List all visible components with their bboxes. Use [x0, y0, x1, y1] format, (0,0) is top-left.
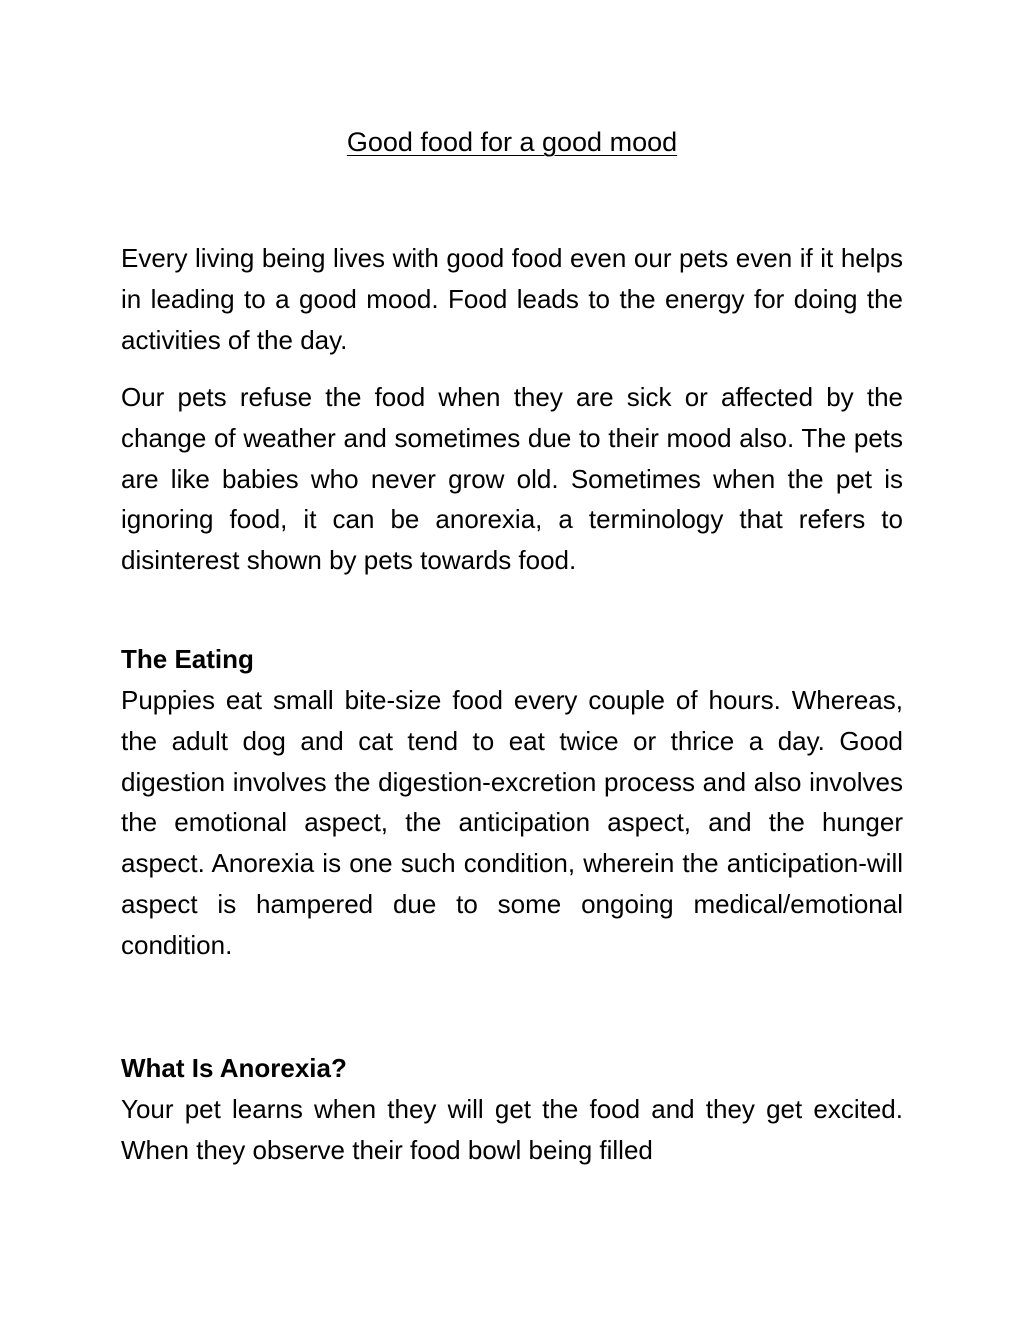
document-title-text: Good food for a good mood: [346, 127, 678, 157]
document-title: [0, 122, 1024, 162]
paragraph-refuse-food: Our pets refuse the food when they are sick or affected by the change of weather and sometimes due to their mood also. The pets are like babies who never grow old. Sometimes when the pet is ignoring food, it can be anorexia, a terminology that refers to disinterest shown by pets towards food.: [121, 382, 903, 576]
paragraph-anorexia: Your pet learns when they will get the food and they get excited. When they observe their food bowl being filled: [121, 1094, 903, 1165]
paragraph-eating: Puppies eat small bite-size food every couple of hours. Whereas, the adult dog and cat tend to eat twice or thrice a day. Good digestion involves the digestion-excretion process and also involves the emotional aspect, the anticipation aspect, and the hunger aspect. Anorexia is one such condition, wherein the anticipation-will aspect is hampered due to some ongoing medical/emotional condition.: [121, 685, 903, 960]
heading-what-is-anorexia: What Is Anorexia?: [121, 1053, 347, 1083]
paragraph-intro: Every living being lives with good food even our pets even if it helps in leading to a good mood. Food leads to the energy for doing the activities of the day.: [121, 243, 903, 355]
heading-the-eating: The Eating: [121, 644, 254, 674]
